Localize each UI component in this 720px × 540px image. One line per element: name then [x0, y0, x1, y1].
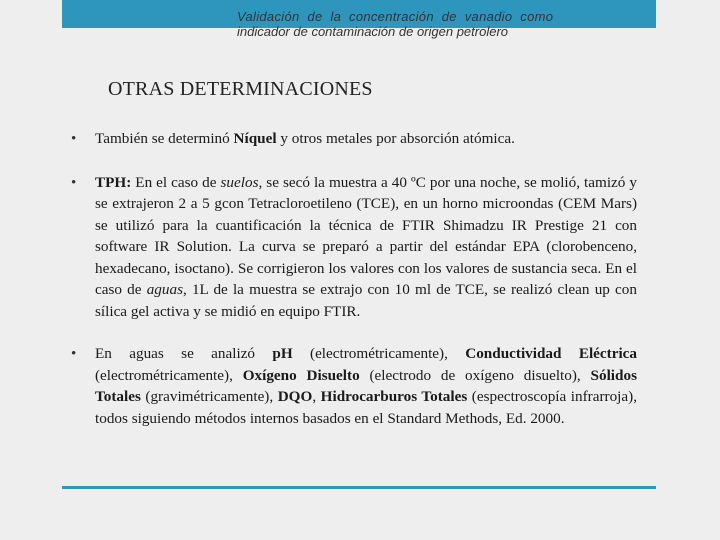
bold-term: Oxígeno Disuelto	[242, 366, 360, 384]
text-run: En aguas se analizó	[95, 345, 273, 362]
bullet-item-tph	[71, 172, 637, 323]
bold-term: pH	[272, 345, 293, 362]
slide-title: OTRAS DETERMINACIONES	[108, 78, 373, 100]
italic-term: aguas	[146, 281, 183, 298]
text-run: (espectroscopía infrarroja), todos siguiendo métodos internos basados en el Standard Methods, Ed. 2000.	[95, 388, 637, 427]
bullet-item-niquel	[71, 128, 637, 150]
bold-term: Hidrocarburos Totales	[320, 388, 468, 405]
text-run: (electrométricamente),	[95, 366, 243, 384]
header-line-1: Validación de la concentración de vanadio como	[237, 9, 554, 24]
text-run: (electrodo de oxígeno disuelto),	[359, 366, 591, 384]
bold-term: DQO	[277, 388, 313, 405]
bold-term: Níquel	[233, 130, 277, 147]
text-run: También se determinó	[95, 130, 234, 147]
bullet-list	[71, 128, 637, 429]
text-run: , 1L de la muestra se extrajo con 10 ml de TCE, se realizó clean up con sílica gel activa y se midió en equipo FTIR.	[95, 281, 637, 320]
bullet-item-aguas	[71, 343, 637, 429]
header-line-2: indicador de contaminación de origen petrolero	[237, 24, 509, 39]
bold-term: Sólidos Totales	[95, 366, 637, 405]
italic-term: suelos	[220, 173, 259, 191]
bold-term: TPH:	[95, 173, 132, 191]
bold-term: Conductividad Eléctrica	[465, 345, 638, 362]
text-run: y otros metales por absorción atómica.	[276, 130, 515, 147]
footer-divider	[62, 486, 656, 489]
text-run: En el caso de	[131, 173, 221, 191]
text-run: ,	[312, 388, 321, 405]
header-subtitle	[237, 9, 632, 39]
text-run: , se secó la muestra a 40 ºC por una noche, se molió, tamizó y se extrajeron 2 a 5 gcon Tetracloroetileno (TCE), en un horno microondas (CEM Mars) se utilizó para la cuantificación la técnica de FTIR Shimadzu IR Prestige 21 con software IR Solution. La curva se preparó a partir del estándar EPA (clorobenceno, hexadecano, isoctano). Se corrigieron los valores con los valores de sustancia seca. En el caso de	[95, 173, 637, 298]
text-run: (electrométricamente),	[292, 345, 466, 362]
text-run: (gravimétricamente),	[140, 388, 278, 405]
